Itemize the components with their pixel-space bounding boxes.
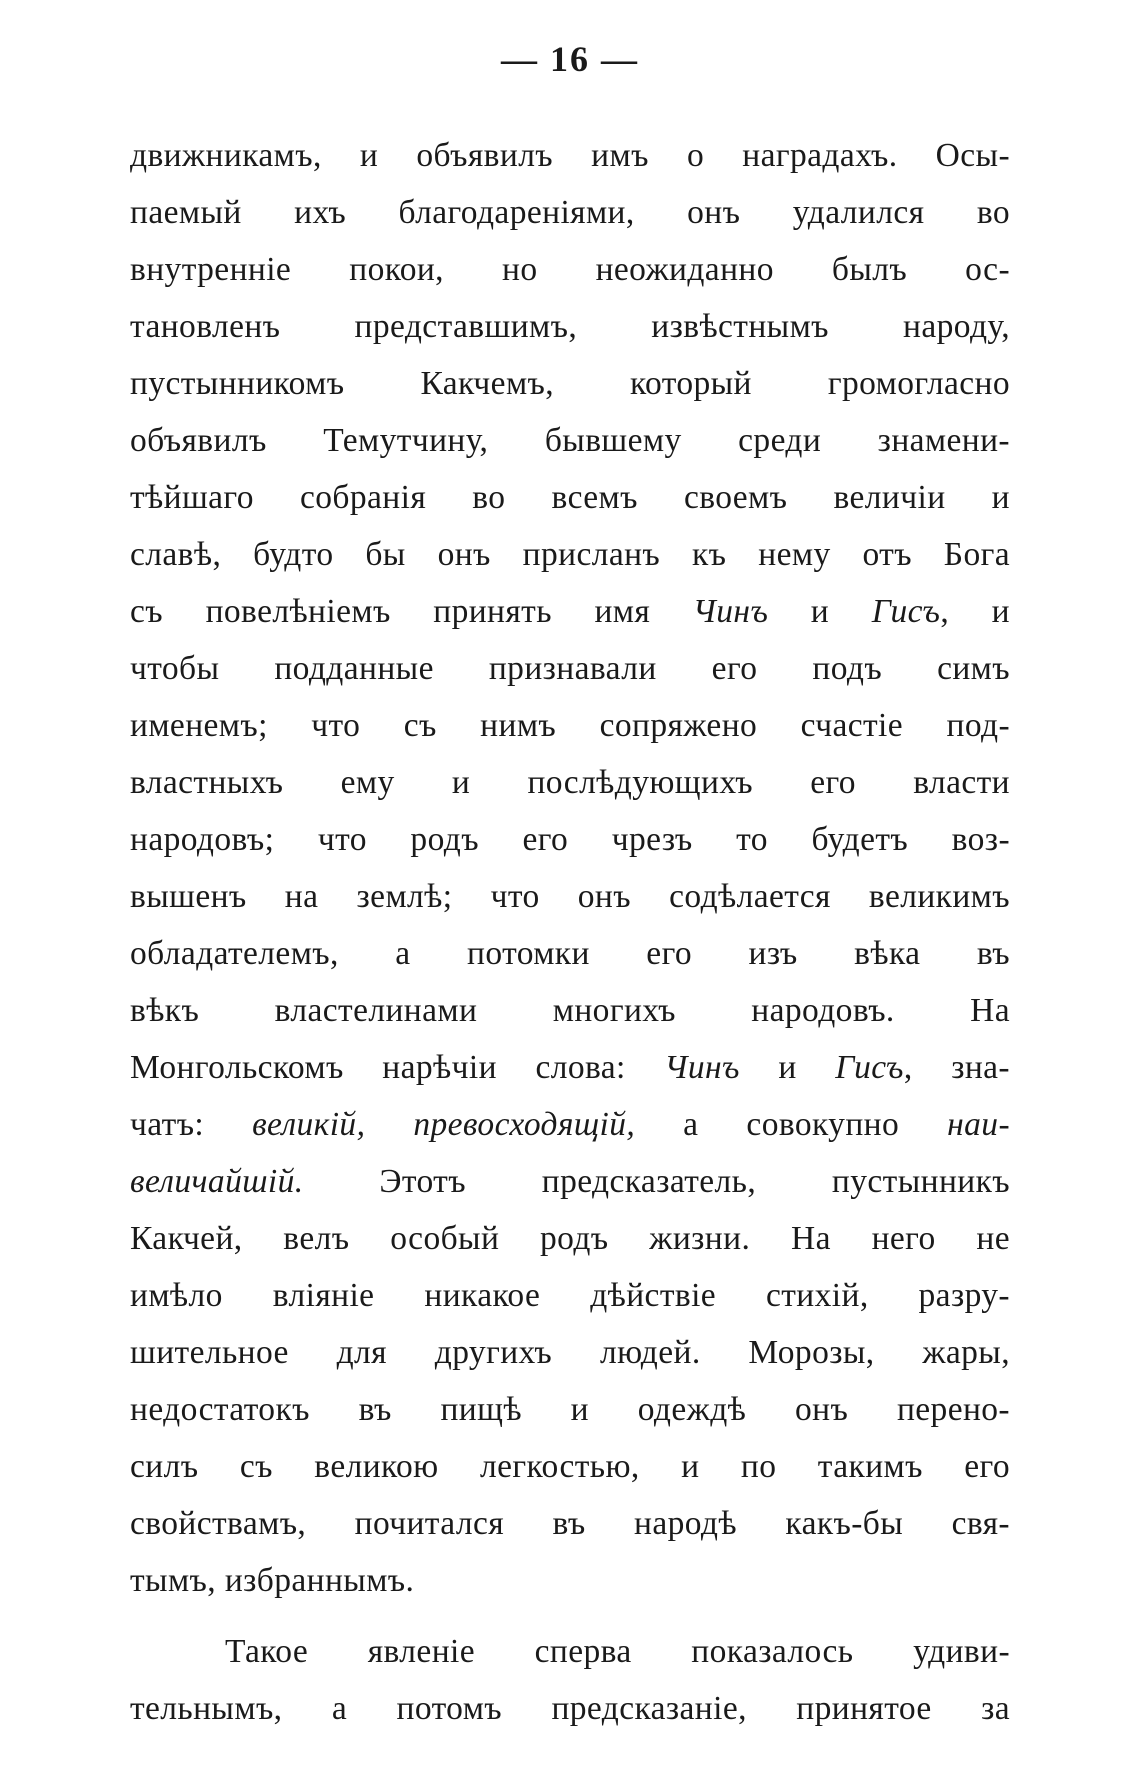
text-line: движникамъ, и объявилъ имъ о наградахъ. Осы- — [130, 137, 1010, 174]
text-line: силъ съ великою легкостью, и по такимъ его — [130, 1448, 1010, 1485]
italic-term: Гисъ — [835, 1049, 904, 1086]
text-line: вышенъ на землѣ; что онъ содѣлается великимъ — [130, 878, 1010, 915]
text-line: славѣ, будто бы онъ присланъ къ нему отъ Бога — [130, 536, 1010, 573]
italic-term: великій, — [252, 1106, 366, 1143]
italic-term: превосходящій, — [413, 1106, 636, 1143]
text-line: имѣло вліяніе никакое дѣйствіе стихій, разру- — [130, 1277, 1010, 1314]
italic-term: величайшій. — [130, 1163, 304, 1200]
text-line: чатъ: великій, превосходящій, а совокупно наи- — [130, 1106, 1010, 1143]
text-line: шительное для другихъ людей. Морозы, жары, — [130, 1334, 1010, 1371]
text-line: тельнымъ, а потомъ предсказаніе, принятое за — [130, 1690, 1010, 1727]
text-line: тановленъ представшимъ, извѣстнымъ народу, — [130, 308, 1010, 345]
text-line: именемъ; что съ нимъ сопряжено счастіе под- — [130, 707, 1010, 744]
text-line: тѣйшаго собранія во всемъ своемъ величіи и — [130, 479, 1010, 516]
italic-term: наи- — [947, 1106, 1010, 1143]
page-number: — 16 — — [501, 39, 639, 79]
text-line: внутренніе покои, но неожиданно былъ ос- — [130, 251, 1010, 288]
text-line: тымъ, избраннымъ. — [130, 1562, 415, 1599]
text-line: обладателемъ, а потомки его изъ вѣка въ — [130, 935, 1010, 972]
text-line: съ повелѣніемъ принять имя Чинъ и Гисъ, и — [130, 593, 1010, 630]
text-line: паемый ихъ благодареніями, онъ удалился во — [130, 194, 1010, 231]
text-line: Какчей, велъ особый родъ жизни. На него не — [130, 1220, 1010, 1257]
paragraph-gap — [130, 1609, 1010, 1623]
text-line: пустынникомъ Какчемъ, который громогласно — [130, 365, 1010, 402]
text-line: Такое явленіе сперва показалось удиви- — [225, 1633, 1010, 1670]
text-line: народовъ; что родъ его чрезъ то будетъ воз- — [130, 821, 1010, 858]
italic-term: Гисъ — [871, 593, 941, 630]
text-line: свойствамъ, почитался въ народѣ какъ-бы свя- — [130, 1505, 1010, 1542]
text-line: чтобы подданные признавали его подъ симъ — [130, 650, 1010, 687]
italic-term: Чинъ — [692, 593, 769, 630]
text-line: вѣкъ властелинами многихъ народовъ. На — [130, 992, 1010, 1029]
body-text — [130, 127, 1010, 1737]
text-line: Монгольскомъ нарѣчіи слова: Чинъ и Гисъ, зна- — [130, 1049, 1010, 1086]
text-line: недостатокъ въ пищѣ и одеждѣ онъ перено- — [130, 1391, 1010, 1428]
text-line: объявилъ Темутчину, бывшему среди знамени- — [130, 422, 1010, 459]
text-line: властныхъ ему и послѣдующихъ его власти — [130, 764, 1010, 801]
text-line: величайшій. Этотъ предсказатель, пустынникъ — [130, 1163, 1010, 1200]
italic-term: Чинъ — [664, 1049, 740, 1086]
